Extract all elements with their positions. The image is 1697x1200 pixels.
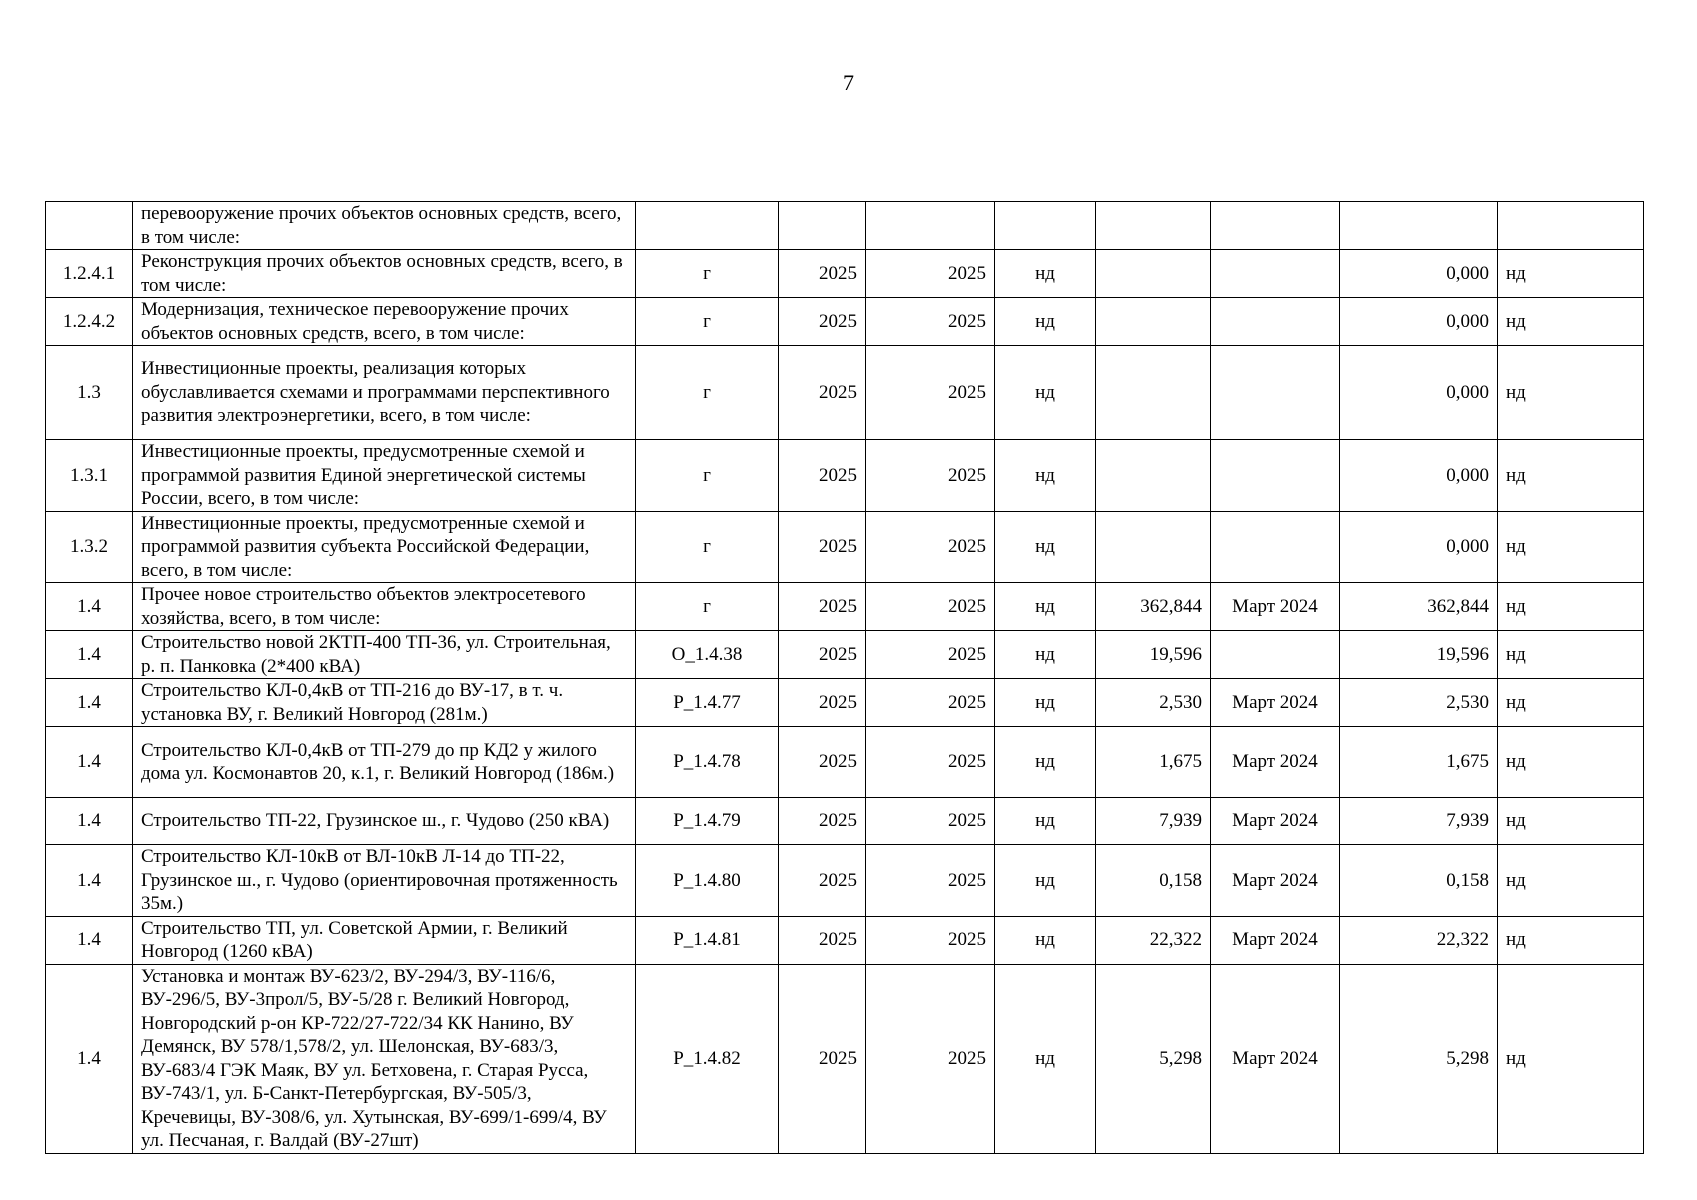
project-code: Р_1.4.78 — [636, 727, 779, 798]
status-nd-final: нд — [1498, 346, 1644, 440]
status-nd: нд — [995, 679, 1096, 727]
total-value: 0,000 — [1340, 511, 1498, 583]
status-nd: нд — [995, 583, 1096, 631]
cost-value: 19,596 — [1096, 631, 1211, 679]
status-nd-final: нд — [1498, 440, 1644, 512]
project-code: Р_1.4.80 — [636, 845, 779, 917]
project-code: Р_1.4.82 — [636, 964, 779, 1153]
status-nd-final — [1498, 202, 1644, 250]
price-date — [1211, 202, 1340, 250]
year-start: 2025 — [779, 631, 866, 679]
cost-value: 362,844 — [1096, 583, 1211, 631]
project-code: Р_1.4.77 — [636, 679, 779, 727]
status-nd: нд — [995, 964, 1096, 1153]
total-value: 22,322 — [1340, 916, 1498, 964]
status-nd: нд — [995, 916, 1096, 964]
year-start — [779, 202, 866, 250]
year-start: 2025 — [779, 250, 866, 298]
year-start: 2025 — [779, 511, 866, 583]
price-date — [1211, 511, 1340, 583]
row-number: 1.3 — [46, 346, 133, 440]
year-end: 2025 — [866, 798, 995, 845]
price-date — [1211, 631, 1340, 679]
project-name: Модернизация, техническое перевооружение прочих объектов основных средств, всего, в том числе: — [133, 298, 636, 346]
status-nd: нд — [995, 631, 1096, 679]
table-row — [46, 440, 1644, 512]
price-date: Март 2024 — [1211, 679, 1340, 727]
year-start: 2025 — [779, 583, 866, 631]
year-end: 2025 — [866, 845, 995, 917]
row-number: 1.4 — [46, 916, 133, 964]
price-date — [1211, 346, 1340, 440]
cost-value: 22,322 — [1096, 916, 1211, 964]
cost-value — [1096, 202, 1211, 250]
table-row — [46, 631, 1644, 679]
row-number: 1.4 — [46, 964, 133, 1153]
row-number — [46, 202, 133, 250]
table-row — [46, 916, 1644, 964]
year-end: 2025 — [866, 679, 995, 727]
price-date: Март 2024 — [1211, 916, 1340, 964]
project-name: Строительство КЛ-0,4кВ от ТП-279 до пр КД2 у жилого дома ул. Космонавтов 20, к.1, г. Великий Новгород (186м.) — [133, 727, 636, 798]
status-nd-final: нд — [1498, 631, 1644, 679]
year-start: 2025 — [779, 298, 866, 346]
project-name: Инвестиционные проекты, реализация которых обуславливается схемами и программами перспективного развития электроэнергетики, всего, в том числе: — [133, 346, 636, 440]
status-nd-final: нд — [1498, 250, 1644, 298]
year-start: 2025 — [779, 798, 866, 845]
project-code: г — [636, 440, 779, 512]
project-name: Инвестиционные проекты, предусмотренные схемой и программой развития субъекта Российской Федерации, всего, в том числе: — [133, 511, 636, 583]
status-nd-final: нд — [1498, 298, 1644, 346]
year-start: 2025 — [779, 845, 866, 917]
cost-value — [1096, 346, 1211, 440]
total-value: 0,000 — [1340, 298, 1498, 346]
total-value — [1340, 202, 1498, 250]
status-nd: нд — [995, 511, 1096, 583]
total-value: 1,675 — [1340, 727, 1498, 798]
project-code: г — [636, 583, 779, 631]
project-code: О_1.4.38 — [636, 631, 779, 679]
total-value: 0,000 — [1340, 250, 1498, 298]
table-row — [46, 727, 1644, 798]
table-row — [46, 202, 1644, 250]
row-number: 1.4 — [46, 631, 133, 679]
cost-value: 1,675 — [1096, 727, 1211, 798]
year-end: 2025 — [866, 250, 995, 298]
cost-value: 7,939 — [1096, 798, 1211, 845]
status-nd: нд — [995, 250, 1096, 298]
table-row — [46, 798, 1644, 845]
cost-value: 2,530 — [1096, 679, 1211, 727]
status-nd-final: нд — [1498, 583, 1644, 631]
table-body — [46, 202, 1644, 1154]
status-nd: нд — [995, 346, 1096, 440]
year-start: 2025 — [779, 727, 866, 798]
status-nd: нд — [995, 845, 1096, 917]
year-start: 2025 — [779, 440, 866, 512]
project-name: Строительство ТП, ул. Советской Армии, г. Великий Новгород (1260 кВА) — [133, 916, 636, 964]
cost-value — [1096, 298, 1211, 346]
year-end: 2025 — [866, 631, 995, 679]
table-row — [46, 346, 1644, 440]
total-value: 0,158 — [1340, 845, 1498, 917]
cost-value — [1096, 440, 1211, 512]
row-number: 1.2.4.2 — [46, 298, 133, 346]
year-end: 2025 — [866, 511, 995, 583]
row-number: 1.2.4.1 — [46, 250, 133, 298]
price-date: Март 2024 — [1211, 798, 1340, 845]
status-nd-final: нд — [1498, 964, 1644, 1153]
year-start: 2025 — [779, 964, 866, 1153]
project-code: г — [636, 346, 779, 440]
price-date: Март 2024 — [1211, 583, 1340, 631]
row-number: 1.4 — [46, 845, 133, 917]
project-name: Установка и монтаж ВУ-623/2, ВУ-294/3, ВУ-116/6, ВУ-296/5, ВУ-3прол/5, ВУ-5/28 г. Великий Новгород, Новгородский р-он КР-722/27-722/34 КК Нанино, ВУ Демянск, ВУ 578/1,578/2, ул. Шелонская, ВУ-683/3, ВУ-683/4 ГЭК Маяк, ВУ ул. Бетховена, г. Старая Русса, ВУ-743/1, ул. Б-Санкт-Петербургская, ВУ-505/3, Кречевицы, ВУ-308/6, ул. Хутынская, ВУ-699/1-699/4, ВУ ул. Песчаная, г. Валдай (ВУ-27шт) — [133, 964, 636, 1153]
table-row — [46, 583, 1644, 631]
project-code: Р_1.4.81 — [636, 916, 779, 964]
table-row — [46, 250, 1644, 298]
row-number: 1.3.2 — [46, 511, 133, 583]
total-value: 7,939 — [1340, 798, 1498, 845]
total-value: 5,298 — [1340, 964, 1498, 1153]
year-end — [866, 202, 995, 250]
total-value: 2,530 — [1340, 679, 1498, 727]
price-date — [1211, 298, 1340, 346]
status-nd-final: нд — [1498, 916, 1644, 964]
project-code — [636, 202, 779, 250]
year-end: 2025 — [866, 298, 995, 346]
status-nd: нд — [995, 440, 1096, 512]
status-nd-final: нд — [1498, 845, 1644, 917]
year-start: 2025 — [779, 346, 866, 440]
year-end: 2025 — [866, 440, 995, 512]
status-nd — [995, 202, 1096, 250]
row-number: 1.4 — [46, 798, 133, 845]
project-code: г — [636, 298, 779, 346]
status-nd-final: нд — [1498, 798, 1644, 845]
row-number: 1.3.1 — [46, 440, 133, 512]
project-name: перевооружение прочих объектов основных средств, всего, в том числе: — [133, 202, 636, 250]
row-number: 1.4 — [46, 727, 133, 798]
table-row — [46, 964, 1644, 1153]
status-nd: нд — [995, 798, 1096, 845]
cost-value — [1096, 250, 1211, 298]
project-name: Строительство новой 2КТП-400 ТП-36, ул. Строительная, р. п. Панковка (2*400 кВА) — [133, 631, 636, 679]
row-number: 1.4 — [46, 679, 133, 727]
investment-table — [45, 201, 1644, 1154]
year-end: 2025 — [866, 583, 995, 631]
total-value: 0,000 — [1340, 346, 1498, 440]
project-code: г — [636, 511, 779, 583]
status-nd-final: нд — [1498, 727, 1644, 798]
status-nd: нд — [995, 298, 1096, 346]
project-name: Строительство КЛ-10кВ от ВЛ-10кВ Л-14 до ТП-22, Грузинское ш., г. Чудово (ориентировочная протяженность 35м.) — [133, 845, 636, 917]
table-row — [46, 298, 1644, 346]
row-number: 1.4 — [46, 583, 133, 631]
project-name: Прочее новое строительство объектов электросетевого хозяйства, всего, в том числе: — [133, 583, 636, 631]
cost-value: 0,158 — [1096, 845, 1211, 917]
status-nd-final: нд — [1498, 679, 1644, 727]
page-number: 7 — [843, 70, 854, 95]
price-date — [1211, 250, 1340, 298]
table-row — [46, 511, 1644, 583]
project-name: Строительство ТП-22, Грузинское ш., г. Чудово (250 кВА) — [133, 798, 636, 845]
table-row — [46, 679, 1644, 727]
price-date: Март 2024 — [1211, 727, 1340, 798]
cost-value — [1096, 511, 1211, 583]
project-code: г — [636, 250, 779, 298]
year-end: 2025 — [866, 727, 995, 798]
price-date: Март 2024 — [1211, 845, 1340, 917]
project-name: Строительство КЛ-0,4кВ от ТП-216 до ВУ-17, в т. ч. установка ВУ, г. Великий Новгород (281м.) — [133, 679, 636, 727]
year-start: 2025 — [779, 916, 866, 964]
year-end: 2025 — [866, 964, 995, 1153]
total-value: 362,844 — [1340, 583, 1498, 631]
price-date: Март 2024 — [1211, 964, 1340, 1153]
table-row — [46, 845, 1644, 917]
project-name: Реконструкция прочих объектов основных средств, всего, в том числе: — [133, 250, 636, 298]
total-value: 0,000 — [1340, 440, 1498, 512]
cost-value: 5,298 — [1096, 964, 1211, 1153]
year-end: 2025 — [866, 346, 995, 440]
status-nd-final: нд — [1498, 511, 1644, 583]
total-value: 19,596 — [1340, 631, 1498, 679]
year-start: 2025 — [779, 679, 866, 727]
year-end: 2025 — [866, 916, 995, 964]
price-date — [1211, 440, 1340, 512]
project-code: Р_1.4.79 — [636, 798, 779, 845]
status-nd: нд — [995, 727, 1096, 798]
project-name: Инвестиционные проекты, предусмотренные схемой и программой развития Единой энергетической системы России, всего, в том числе: — [133, 440, 636, 512]
